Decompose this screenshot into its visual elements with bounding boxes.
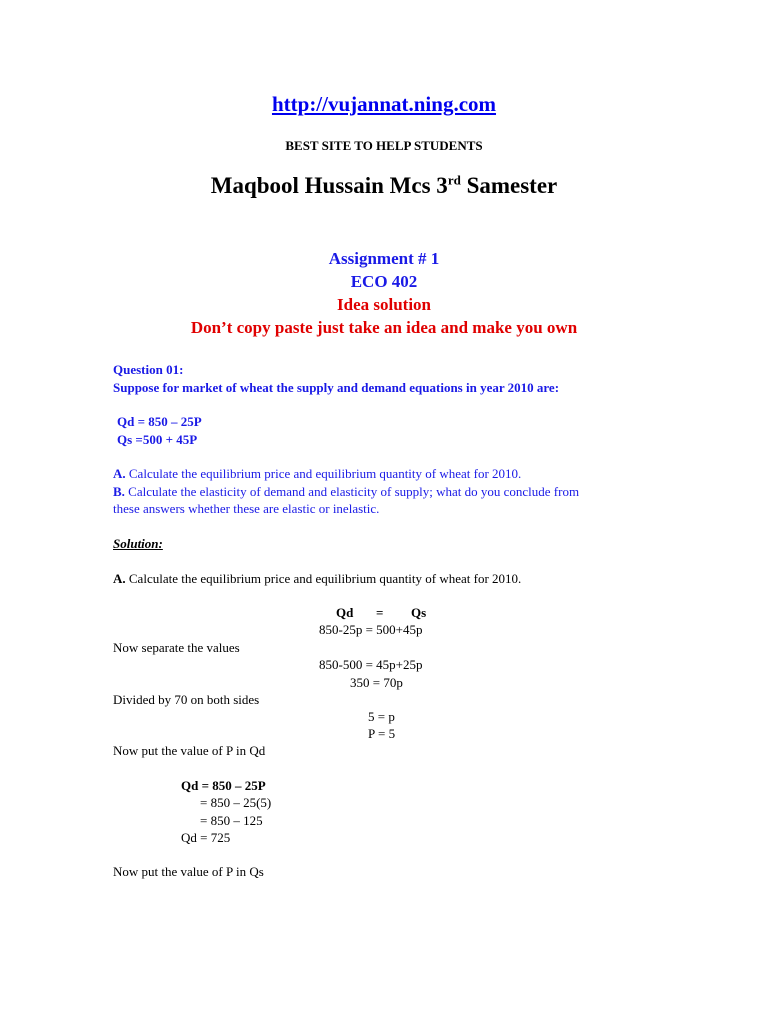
author-name: Maqbool Hussain Mcs 3 [210,173,448,198]
course-code: ECO 402 [350,272,418,291]
author-suffix: Samester [460,173,558,198]
question-intro: Suppose for market of wheat the supply and demand equations in year 2010 are: [113,380,560,395]
note-put-qs: Now put the value of P in Qs [113,864,264,879]
equation-header-equals: = [376,605,384,620]
tagline: BEST SITE TO HELP STUDENTS [285,138,483,153]
solution-a-label: A. [113,571,126,586]
copy-warning: Don’t copy paste just take an idea and make you own [190,318,578,337]
part-b-label: B. [113,484,125,499]
part-b [113,484,579,500]
solution-heading: Solution: [113,536,163,551]
step-4: 5 = p [368,709,395,724]
qd-formula: Qd = 850 – 25P [181,778,266,793]
solution-a-text: Calculate the equilibrium price and equilibrium quantity of wheat for 2010. [125,571,522,586]
step-3: 350 = 70p [350,675,403,690]
part-a-label: A. [113,466,126,481]
author-sup: rd [447,172,461,188]
note-divide: Divided by 70 on both sides [113,692,260,707]
author-title [0,173,768,199]
site-link-row [0,92,768,117]
idea-solution: Idea solution [337,295,431,314]
qd-step-2: = 850 – 125 [200,813,263,828]
assignment-number: Assignment # 1 [328,249,440,268]
solution-part-a [113,571,521,587]
qd-step-1: = 850 – 25(5) [200,795,272,810]
equation-header-qs: Qs [411,605,427,620]
step-2: 850-500 = 45p+25p [319,657,423,672]
part-a-text: Calculate the equilibrium price and equilibrium quantity of wheat for 2010. [125,466,522,481]
note-separate: Now separate the values [113,640,240,655]
qd-result: Qd = 725 [181,830,231,845]
step-5: P = 5 [368,726,396,741]
part-b-text: Calculate the elasticity of demand and elasticity of supply; what do you conclude from [124,484,580,499]
part-b-continued: these answers whether these are elastic or inelastic. [113,501,380,516]
step-1: 850-25p = 500+45p [319,622,423,637]
site-link[interactable]: http://vujannat.ning.com [271,92,497,116]
question-title: Question 01: [113,362,184,377]
equation-qs: Qs =500 + 45P [117,432,198,447]
equation-qd: Qd = 850 – 25P [117,414,202,429]
equation-header-qd: Qd [336,605,354,620]
note-put-qd: Now put the value of P in Qd [113,743,266,758]
part-a [113,466,521,482]
